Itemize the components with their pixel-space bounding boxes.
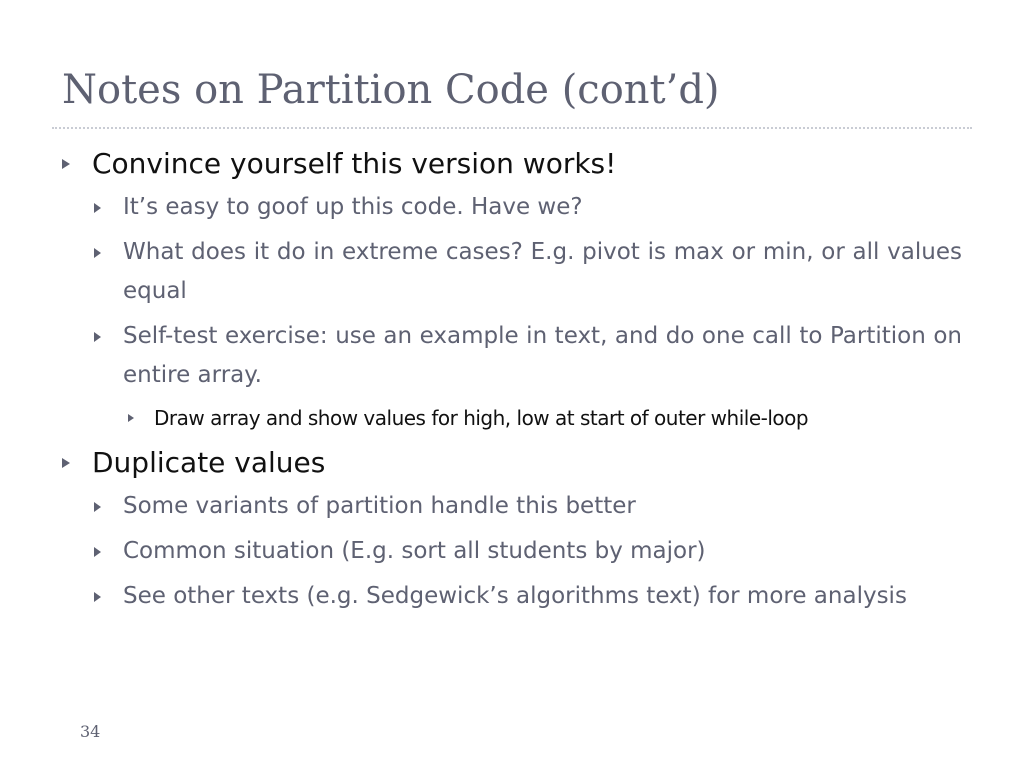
- bullet-level3: [128, 403, 962, 433]
- bullet-text: Common situation (E.g. sort all students by major): [123, 538, 706, 564]
- bullet-text: See other texts (e.g. Sedgewick’s algorithms text) for more analysis: [123, 583, 907, 609]
- bullet-triangle-icon: [94, 592, 101, 602]
- bullet-text: Self-test exercise: use an example in text, and do one call to Partition on entire array.: [123, 323, 962, 388]
- bullet-text: It’s easy to goof up this code. Have we?: [123, 194, 583, 220]
- bullet-text: What does it do in extreme cases? E.g. pivot is max or min, or all values equal: [123, 239, 962, 304]
- bullet-triangle-icon: [62, 458, 70, 468]
- bullet-level2: [94, 188, 962, 227]
- bullet-level2: [94, 233, 962, 311]
- bullet-level2: [94, 577, 962, 616]
- bullet-text: Draw array and show values for high, low at start of outer while-loop: [154, 406, 809, 430]
- bullet-level2: [94, 532, 962, 571]
- bullet-triangle-icon: [94, 248, 101, 258]
- bullet-triangle-icon: [94, 502, 101, 512]
- bullet-triangle-icon: [94, 547, 101, 557]
- bullet-level2: [94, 487, 962, 526]
- slide-body: [62, 146, 962, 616]
- bullet-text: Convince yourself this version works!: [92, 147, 617, 180]
- bullet-level1: [62, 146, 962, 182]
- bullet-text: Some variants of partition handle this better: [123, 493, 636, 519]
- bullet-triangle-icon: [128, 414, 134, 422]
- bullet-level1: [62, 445, 962, 481]
- bullet-triangle-icon: [62, 159, 70, 169]
- bullet-triangle-icon: [94, 203, 101, 213]
- slide-title: Notes on Partition Code (cont’d): [62, 67, 720, 113]
- bullet-level2: [94, 317, 962, 395]
- bullet-triangle-icon: [94, 332, 101, 342]
- page-number: 34: [80, 722, 101, 741]
- title-divider: [52, 127, 972, 129]
- bullet-text: Duplicate values: [92, 446, 326, 479]
